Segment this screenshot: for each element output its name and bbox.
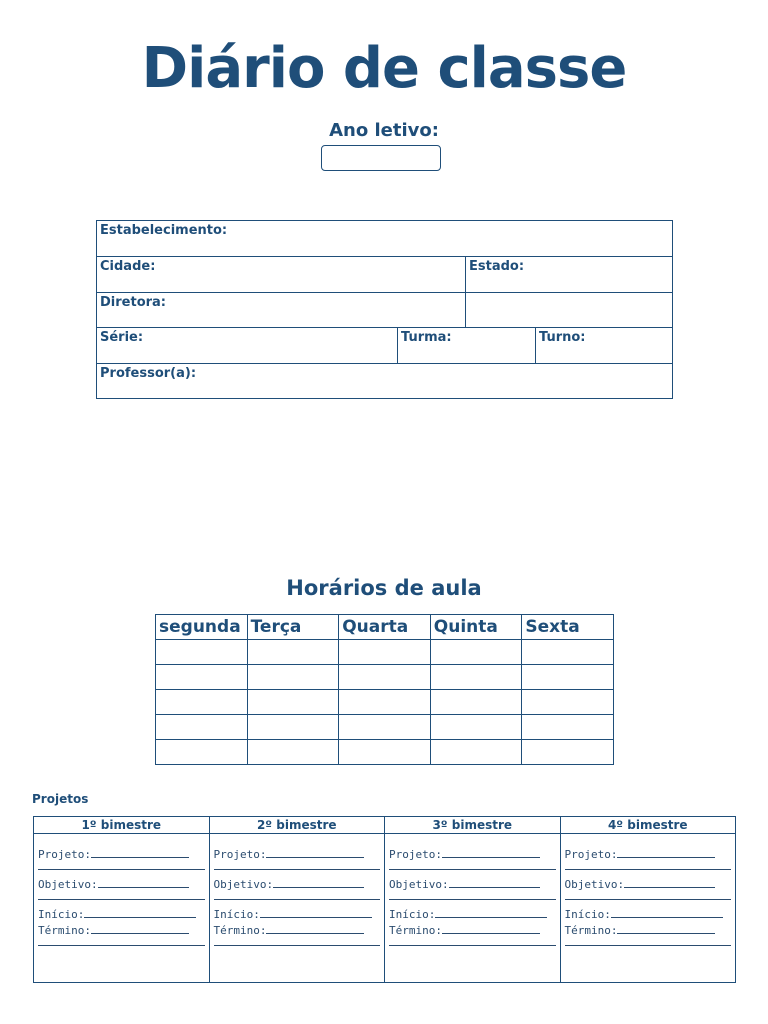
schedule-cell[interactable] bbox=[522, 690, 614, 715]
project-name-label: Projeto: bbox=[38, 848, 91, 861]
start-date-label: Início: bbox=[564, 908, 611, 921]
day-header: Quinta bbox=[430, 615, 522, 640]
project-name-line[interactable] bbox=[91, 846, 189, 858]
end-date-extra-line bbox=[214, 938, 381, 946]
end-date-label: Término: bbox=[389, 924, 442, 937]
schedule-cell[interactable] bbox=[156, 740, 248, 765]
schedule-cell[interactable] bbox=[156, 690, 248, 715]
grade-cell[interactable] bbox=[97, 328, 398, 364]
project-name-line[interactable] bbox=[266, 846, 364, 858]
school-year-label: Ano letivo: bbox=[329, 120, 439, 141]
objective-label: Objetivo: bbox=[564, 878, 625, 891]
schedule-cell[interactable] bbox=[430, 665, 522, 690]
end-date-label: Término: bbox=[213, 924, 267, 937]
schedule-cell[interactable] bbox=[247, 715, 339, 740]
schedule-cell[interactable] bbox=[156, 715, 248, 740]
start-date-line[interactable] bbox=[435, 906, 547, 918]
day-header: Terça bbox=[247, 615, 339, 640]
project-name-line[interactable] bbox=[442, 846, 540, 858]
project-name-extra-line bbox=[389, 862, 556, 870]
objective-line[interactable] bbox=[273, 876, 364, 888]
project-cell[interactable] bbox=[34, 834, 210, 983]
schedule-cell[interactable] bbox=[247, 665, 339, 690]
schedule-row bbox=[156, 640, 614, 665]
project-name-line[interactable] bbox=[617, 846, 715, 858]
project-name-label: Projeto: bbox=[564, 848, 618, 861]
schedule-cell[interactable] bbox=[247, 740, 339, 765]
schedule-cell[interactable] bbox=[430, 740, 522, 765]
period-header: 3º bimestre bbox=[385, 817, 561, 834]
projects-table bbox=[33, 816, 736, 983]
schedule-cell[interactable] bbox=[522, 640, 614, 665]
schedule-cell[interactable] bbox=[156, 665, 248, 690]
teacher-label: Professor(a): bbox=[100, 366, 197, 381]
state-cell[interactable] bbox=[466, 257, 672, 293]
period-header: 1º bimestre bbox=[34, 817, 210, 834]
end-date-line[interactable] bbox=[266, 922, 364, 934]
project-name-extra-line bbox=[38, 862, 205, 870]
shift-label: Turno: bbox=[539, 330, 586, 345]
teacher-cell[interactable] bbox=[97, 364, 672, 398]
schedule-cell[interactable] bbox=[430, 690, 522, 715]
start-date-label: Início: bbox=[38, 908, 85, 921]
schedule-cell[interactable] bbox=[247, 640, 339, 665]
blank-cell[interactable] bbox=[466, 293, 672, 328]
city-label: Cidade: bbox=[100, 259, 156, 274]
schedule-table bbox=[155, 614, 614, 765]
project-name-extra-line bbox=[565, 862, 732, 870]
objective-extra-line bbox=[214, 892, 381, 900]
shift-cell[interactable] bbox=[536, 328, 672, 364]
schedule-cell[interactable] bbox=[339, 740, 431, 765]
objective-line[interactable] bbox=[449, 876, 540, 888]
objective-extra-line bbox=[389, 892, 556, 900]
schedule-cell[interactable] bbox=[430, 640, 522, 665]
objective-line[interactable] bbox=[98, 876, 189, 888]
end-date-line[interactable] bbox=[617, 922, 715, 934]
project-cell[interactable] bbox=[385, 834, 561, 983]
start-date-line[interactable] bbox=[260, 906, 372, 918]
end-date-label: Término: bbox=[38, 924, 91, 937]
schedule-cell[interactable] bbox=[522, 715, 614, 740]
objective-extra-line bbox=[38, 892, 205, 900]
director-cell[interactable] bbox=[97, 293, 466, 328]
grade-label: Série: bbox=[100, 330, 144, 345]
class-label: Turma: bbox=[401, 330, 452, 345]
project-cell[interactable] bbox=[560, 834, 736, 983]
schedule-cell[interactable] bbox=[339, 690, 431, 715]
objective-label: Objetivo: bbox=[389, 878, 449, 891]
schedule-row bbox=[156, 715, 614, 740]
projects-header-row bbox=[34, 817, 736, 834]
start-date-line[interactable] bbox=[611, 906, 723, 918]
start-date-label: Início: bbox=[213, 908, 260, 921]
class-cell[interactable] bbox=[398, 328, 536, 364]
schedule-row bbox=[156, 740, 614, 765]
state-label: Estado: bbox=[469, 259, 525, 274]
school-year-field[interactable] bbox=[321, 145, 441, 171]
schedule-cell[interactable] bbox=[339, 640, 431, 665]
schedule-header-row bbox=[156, 615, 614, 640]
schedule-cell[interactable] bbox=[247, 690, 339, 715]
projects-title: Projetos bbox=[32, 792, 89, 806]
city-cell[interactable] bbox=[97, 257, 466, 293]
start-date-label: Início: bbox=[389, 908, 436, 921]
schedule-cell[interactable] bbox=[522, 665, 614, 690]
schedule-cell[interactable] bbox=[339, 715, 431, 740]
end-date-extra-line bbox=[38, 938, 205, 946]
project-cell[interactable] bbox=[209, 834, 385, 983]
schedule-title: Horários de aula bbox=[286, 576, 482, 600]
end-date-extra-line bbox=[565, 938, 732, 946]
schedule-cell[interactable] bbox=[156, 640, 248, 665]
objective-label: Objetivo: bbox=[213, 878, 274, 891]
objective-line[interactable] bbox=[624, 876, 715, 888]
end-date-line[interactable] bbox=[442, 922, 540, 934]
objective-label: Objetivo: bbox=[38, 878, 98, 891]
period-header: 4º bimestre bbox=[560, 817, 736, 834]
end-date-label: Término: bbox=[564, 924, 618, 937]
project-name-extra-line bbox=[214, 862, 381, 870]
period-header: 2º bimestre bbox=[209, 817, 385, 834]
end-date-extra-line bbox=[389, 938, 556, 946]
director-label: Diretora: bbox=[100, 295, 167, 310]
day-header: Quarta bbox=[339, 615, 431, 640]
schedule-row bbox=[156, 690, 614, 715]
project-name-label: Projeto: bbox=[389, 848, 442, 861]
info-grid bbox=[96, 220, 673, 399]
day-header: segunda bbox=[156, 615, 248, 640]
day-header: Sexta bbox=[522, 615, 614, 640]
page-title: Diário de classe bbox=[141, 36, 627, 101]
schedule-cell[interactable] bbox=[430, 715, 522, 740]
projects-body-row bbox=[34, 834, 736, 983]
establishment-row[interactable] bbox=[97, 221, 672, 257]
project-name-label: Projeto: bbox=[213, 848, 267, 861]
end-date-line[interactable] bbox=[91, 922, 189, 934]
schedule-row bbox=[156, 665, 614, 690]
schedule-cell[interactable] bbox=[522, 740, 614, 765]
objective-extra-line bbox=[565, 892, 732, 900]
schedule-cell[interactable] bbox=[339, 665, 431, 690]
establishment-label: Estabelecimento: bbox=[100, 223, 228, 238]
start-date-line[interactable] bbox=[84, 906, 196, 918]
